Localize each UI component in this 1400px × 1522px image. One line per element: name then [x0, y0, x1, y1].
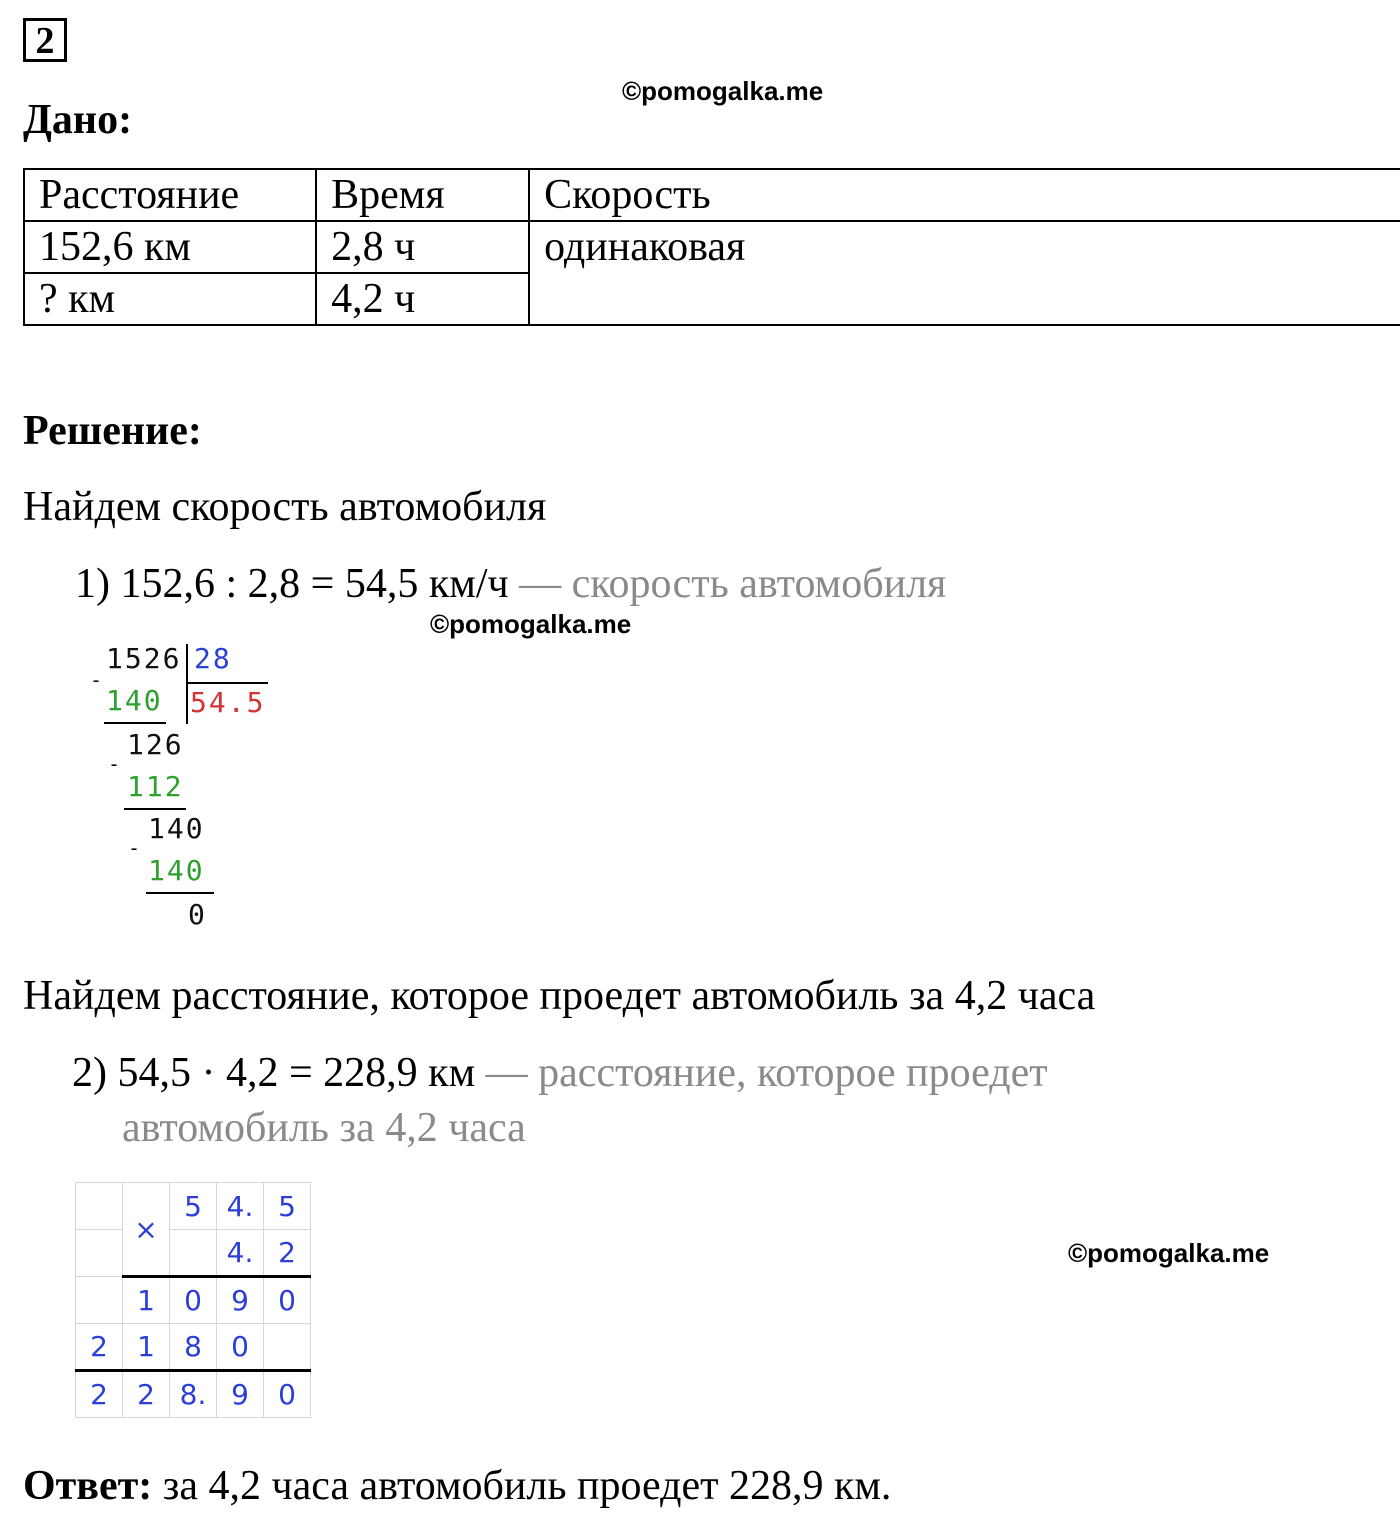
division-line: [124, 808, 186, 810]
given-heading: Дано:: [23, 97, 133, 143]
subtrahend: 140: [148, 854, 205, 887]
grid-cell: [170, 1230, 217, 1277]
subtrahend: 140: [106, 684, 163, 717]
grid-cell: 5: [170, 1183, 217, 1230]
grid-cell: 1: [123, 1324, 170, 1371]
grid-cell: 0: [217, 1324, 264, 1371]
grid-cell: 2: [264, 1230, 311, 1277]
grid-cell: [76, 1183, 123, 1230]
remainder: 0: [188, 898, 207, 931]
task-number: 2: [23, 18, 67, 62]
table-row: [24, 221, 1400, 273]
grid-row: [76, 1371, 311, 1418]
remainder: 140: [148, 812, 205, 845]
grid-cell: 1: [123, 1277, 170, 1324]
step-comment-continued: автомобиль за 4,2 часа: [122, 1105, 526, 1151]
cell-time: 4,2 ч: [316, 273, 529, 325]
grid-cell: 8: [170, 1324, 217, 1371]
grid-cell: 2: [76, 1371, 123, 1418]
grid-cell: 2: [76, 1324, 123, 1371]
cell-time: 2,8 ч: [316, 221, 529, 273]
dividend: 1526: [106, 642, 182, 675]
step-expression: 152,6 : 2,8 = 54,5 км/ч: [120, 561, 509, 607]
cell-distance: ? км: [24, 273, 316, 325]
watermark: ©pomogalka.me: [430, 609, 632, 639]
step2-intro: Найдем расстояние, которое проедет автомобиль за 4,2 часа: [23, 973, 1096, 1019]
remainder: 126: [127, 728, 184, 761]
cell-distance: 152,6 км: [24, 221, 316, 273]
grid-row: [76, 1183, 311, 1230]
step-number: 1): [75, 561, 110, 607]
step1-intro: Найдем скорость автомобиля: [23, 484, 547, 530]
header-distance: Расстояние: [24, 169, 316, 221]
division-bracket: [186, 644, 188, 724]
step-number: 2): [72, 1050, 107, 1096]
grid-cell: 0: [170, 1277, 217, 1324]
answer-label: Ответ:: [23, 1463, 153, 1509]
grid-cell: 0: [264, 1371, 311, 1418]
multiplication-grid: [75, 1182, 311, 1418]
minus-sign: -: [90, 668, 105, 692]
division-line: [104, 722, 166, 724]
grid-row: [76, 1230, 311, 1277]
minus-sign: -: [108, 752, 123, 776]
minus-sign: -: [128, 836, 143, 860]
solution-heading: Решение:: [23, 408, 202, 454]
header-speed: Скорость: [529, 169, 1400, 221]
step-expression: 54,5 · 4,2 = 228,9 км: [117, 1050, 476, 1096]
step-comment: — скорость автомобиля: [519, 561, 947, 607]
watermark: ©pomogalka.me: [622, 76, 824, 106]
multiply-sign: ×: [123, 1183, 170, 1277]
grid-cell: 0: [264, 1277, 311, 1324]
divisor-underline: [186, 682, 268, 684]
grid-cell: 4.: [217, 1183, 264, 1230]
cell-speed: одинаковая: [529, 221, 1400, 325]
step1-line: [75, 560, 946, 608]
answer-line: [23, 1462, 891, 1510]
grid-cell: 4.: [217, 1230, 264, 1277]
grid-cell: [264, 1324, 311, 1371]
grid-cell: 8.: [170, 1371, 217, 1418]
answer-text: за 4,2 часа автомобиль проедет 228,9 км.: [152, 1463, 892, 1509]
watermark: ©pomogalka.me: [1068, 1238, 1270, 1268]
quotient: 54.5: [190, 686, 266, 719]
grid-cell: 5: [264, 1183, 311, 1230]
grid-cell: 2: [123, 1371, 170, 1418]
subtrahend: 112: [127, 770, 184, 803]
step2-line: [72, 1049, 1048, 1097]
grid-cell: [76, 1277, 123, 1324]
table-row: [24, 169, 1400, 221]
grid-cell: [76, 1230, 123, 1277]
header-time: Время: [316, 169, 529, 221]
grid-row: [76, 1324, 311, 1371]
grid-row: [76, 1277, 311, 1324]
division-line: [146, 892, 214, 894]
given-table: [23, 168, 1400, 326]
grid-cell: 9: [217, 1277, 264, 1324]
grid-cell: 9: [217, 1371, 264, 1418]
step-comment: — расстояние, которое проедет: [485, 1050, 1048, 1096]
divisor: 28: [194, 642, 232, 675]
